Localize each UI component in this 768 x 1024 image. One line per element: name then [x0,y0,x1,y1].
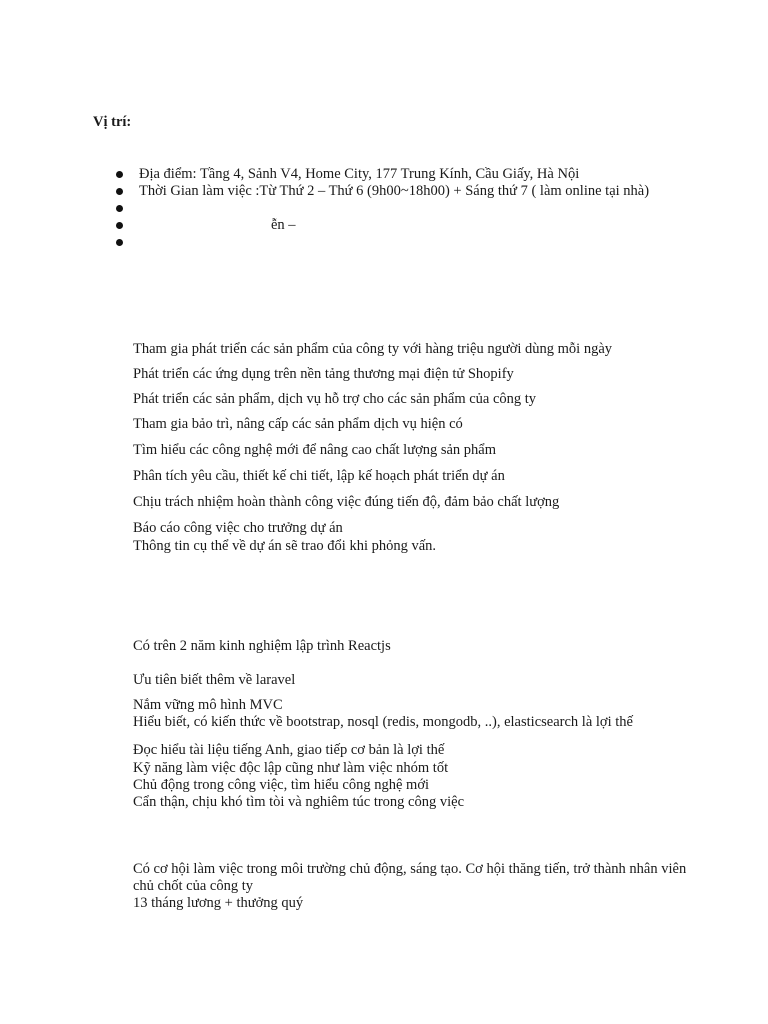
requirement-line: Đọc hiểu tài liệu tiếng Anh, giao tiếp cơ bản là lợi thế [133,742,445,758]
responsibility-line: Phát triển các sản phẩm, dịch vụ hỗ trợ cho các sản phẩm của công ty [133,391,537,407]
bullet-icon [116,205,123,212]
empty-bullet-item [115,200,735,217]
fragment-bullet-text: ễn – [271,217,296,233]
requirement-line: Chủ động trong công việc, tìm hiểu công nghệ mới [133,777,430,793]
responsibility-line: Tham gia phát triển các sản phẩm của công ty với hàng triệu người dùng mỗi ngày [133,341,613,357]
empty-bullet-item [115,234,735,251]
position-heading: Vị trí: [93,114,132,130]
location-text: Địa điểm: Tầng 4, Sảnh V4, Home City, 177 Trung Kính, Cầu Giấy, Hà Nội [139,166,580,182]
responsibility-line: Tham gia bảo trì, nâng cấp các sản phẩm dịch vụ hiện có [133,416,463,432]
bullet-icon [116,222,123,229]
benefit-paragraph: Có cơ hội làm việc trong môi trường chủ động, sáng tạo. Cơ hội thăng tiến, trở thành nhân viên chủ chốt của công ty [133,861,687,894]
working-hours-item [115,183,735,200]
benefit-paragraph: 13 tháng lương + thưởng quý [133,895,304,911]
requirement-line: Kỹ năng làm việc độc lập cũng như làm việc nhóm tốt [133,760,449,776]
bullet-icon [116,239,123,246]
responsibility-line: Tìm hiểu các công nghệ mới để nâng cao chất lượng sản phẩm [133,442,497,458]
requirement-line: Ưu tiên biết thêm về laravel [133,672,296,688]
bullet-icon [116,171,123,178]
benefits-section [133,861,693,912]
requirement-line: Có trên 2 năm kinh nghiệm lập trình Reactjs [133,638,391,654]
requirement-line: Hiểu biết, có kiến thức về bootstrap, nosql (redis, mongodb, ..), elasticsearch là lợi thế [133,714,633,730]
fragment-bullet-item [115,217,735,234]
responsibility-line: Báo cáo công việc cho trưởng dự án [133,520,343,536]
location-item [115,166,735,183]
bullet-icon [116,188,123,195]
responsibility-line: Thông tin cụ thể về dự án sẽ trao đổi khi phỏng vấn. [133,538,437,554]
requirement-line: Cẩn thận, chịu khó tìm tòi và nghiêm túc trong công việc [133,794,465,810]
job-details-list [115,166,735,251]
requirement-line: Nắm vững mô hình MVC [133,697,283,713]
responsibility-line: Chịu trách nhiệm hoàn thành công việc đúng tiến độ, đảm bảo chất lượng [133,494,560,510]
working-hours-text: Thời Gian làm việc :Từ Thứ 2 – Thứ 6 (9h00~18h00) + Sáng thứ 7 ( làm online tại nhà) [139,183,650,199]
responsibility-line: Phân tích yêu cầu, thiết kế chi tiết, lập kế hoạch phát triển dự án [133,468,505,484]
responsibility-line: Phát triển các ứng dụng trên nền tảng thương mại điện tử Shopify [133,366,514,382]
